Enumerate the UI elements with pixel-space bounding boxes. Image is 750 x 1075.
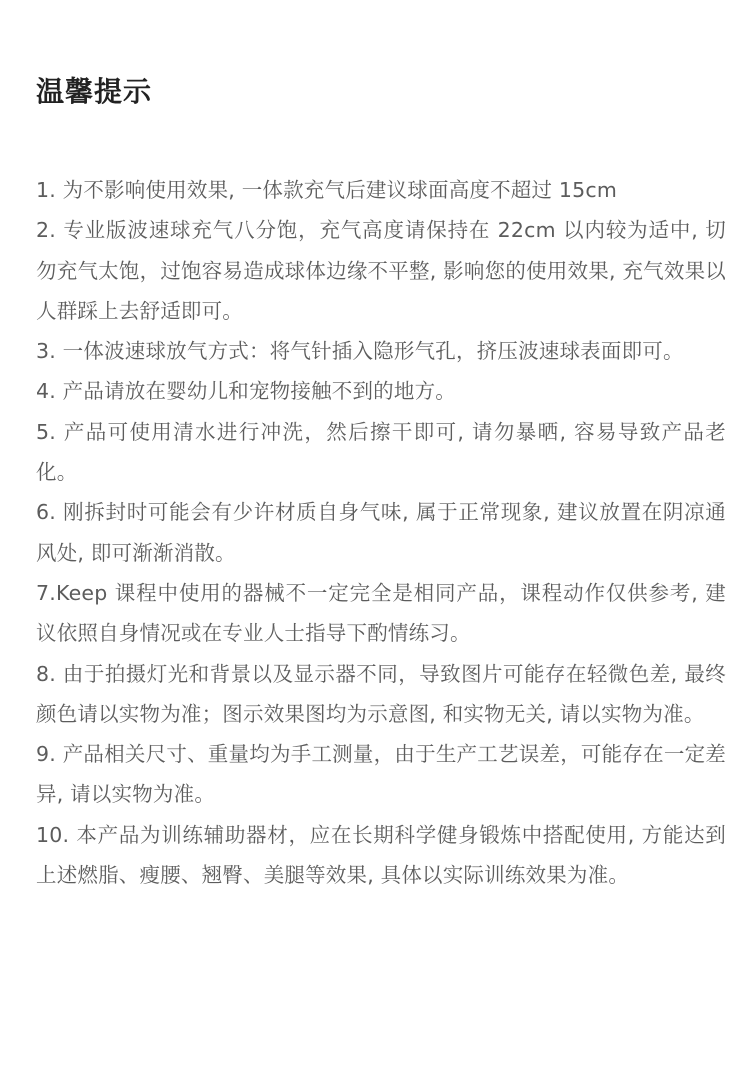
notice-item-2: 2. 专业版波速球充气八分饱，充气高度请保持在 22cm 以内较为适中, 切勿充气太饱，过饱容易造成球体边缘不平整, 影响您的使用效果, 充气效果以人群踩上去舒适即可。 xyxy=(36,218,726,323)
notice-item-9: 9. 产品相关尺寸、重量均为手工测量，由于生产工艺误差，可能存在一定差异, 请以实物为准。 xyxy=(36,742,726,807)
notice-item-10: 10. 本产品为训练辅助器材，应在长期科学健身锻炼中搭配使用, 方能达到上述燃脂、瘦腰、翘臀、美腿等效果, 具体以实际训练效果为准。 xyxy=(36,822,726,888)
notice-item-6: 6. 刚拆封时可能会有少许材质自身气味, 属于正常现象, 建议放置在阴凉通风处, 即可渐渐消散。 xyxy=(36,500,726,565)
notice-item-1: 1. 为不影响使用效果, 一体款充气后建议球面高度不超过 15cm xyxy=(36,178,618,202)
notice-item-7: 7.Keep 课程中使用的器械不一定完全是相同产品，课程动作仅供参考, 建议依照自身情况或在专业人士指导下酌情练习。 xyxy=(36,580,726,646)
notice-item-3: 3. 一体波速球放气方式：将气针插入隐形气孔，挤压波速球表面即可。 xyxy=(36,339,684,364)
notice-item-4: 4. 产品请放在婴幼儿和宠物接触不到的地方。 xyxy=(36,379,456,404)
notice-title: 温馨提示 xyxy=(36,75,153,108)
notice-item-5: 5. 产品可使用清水进行冲洗，然后擦干即可, 请勿暴晒, 容易导致产品老化。 xyxy=(36,419,726,485)
notice-item-8: 8. 由于拍摄灯光和背景以及显示器不同，导致图片可能存在轻微色差, 最终颜色请以实物为准；图示效果图均为示意图, 和实物无关, 请以实物为准。 xyxy=(36,661,726,726)
notice-list xyxy=(36,170,726,895)
